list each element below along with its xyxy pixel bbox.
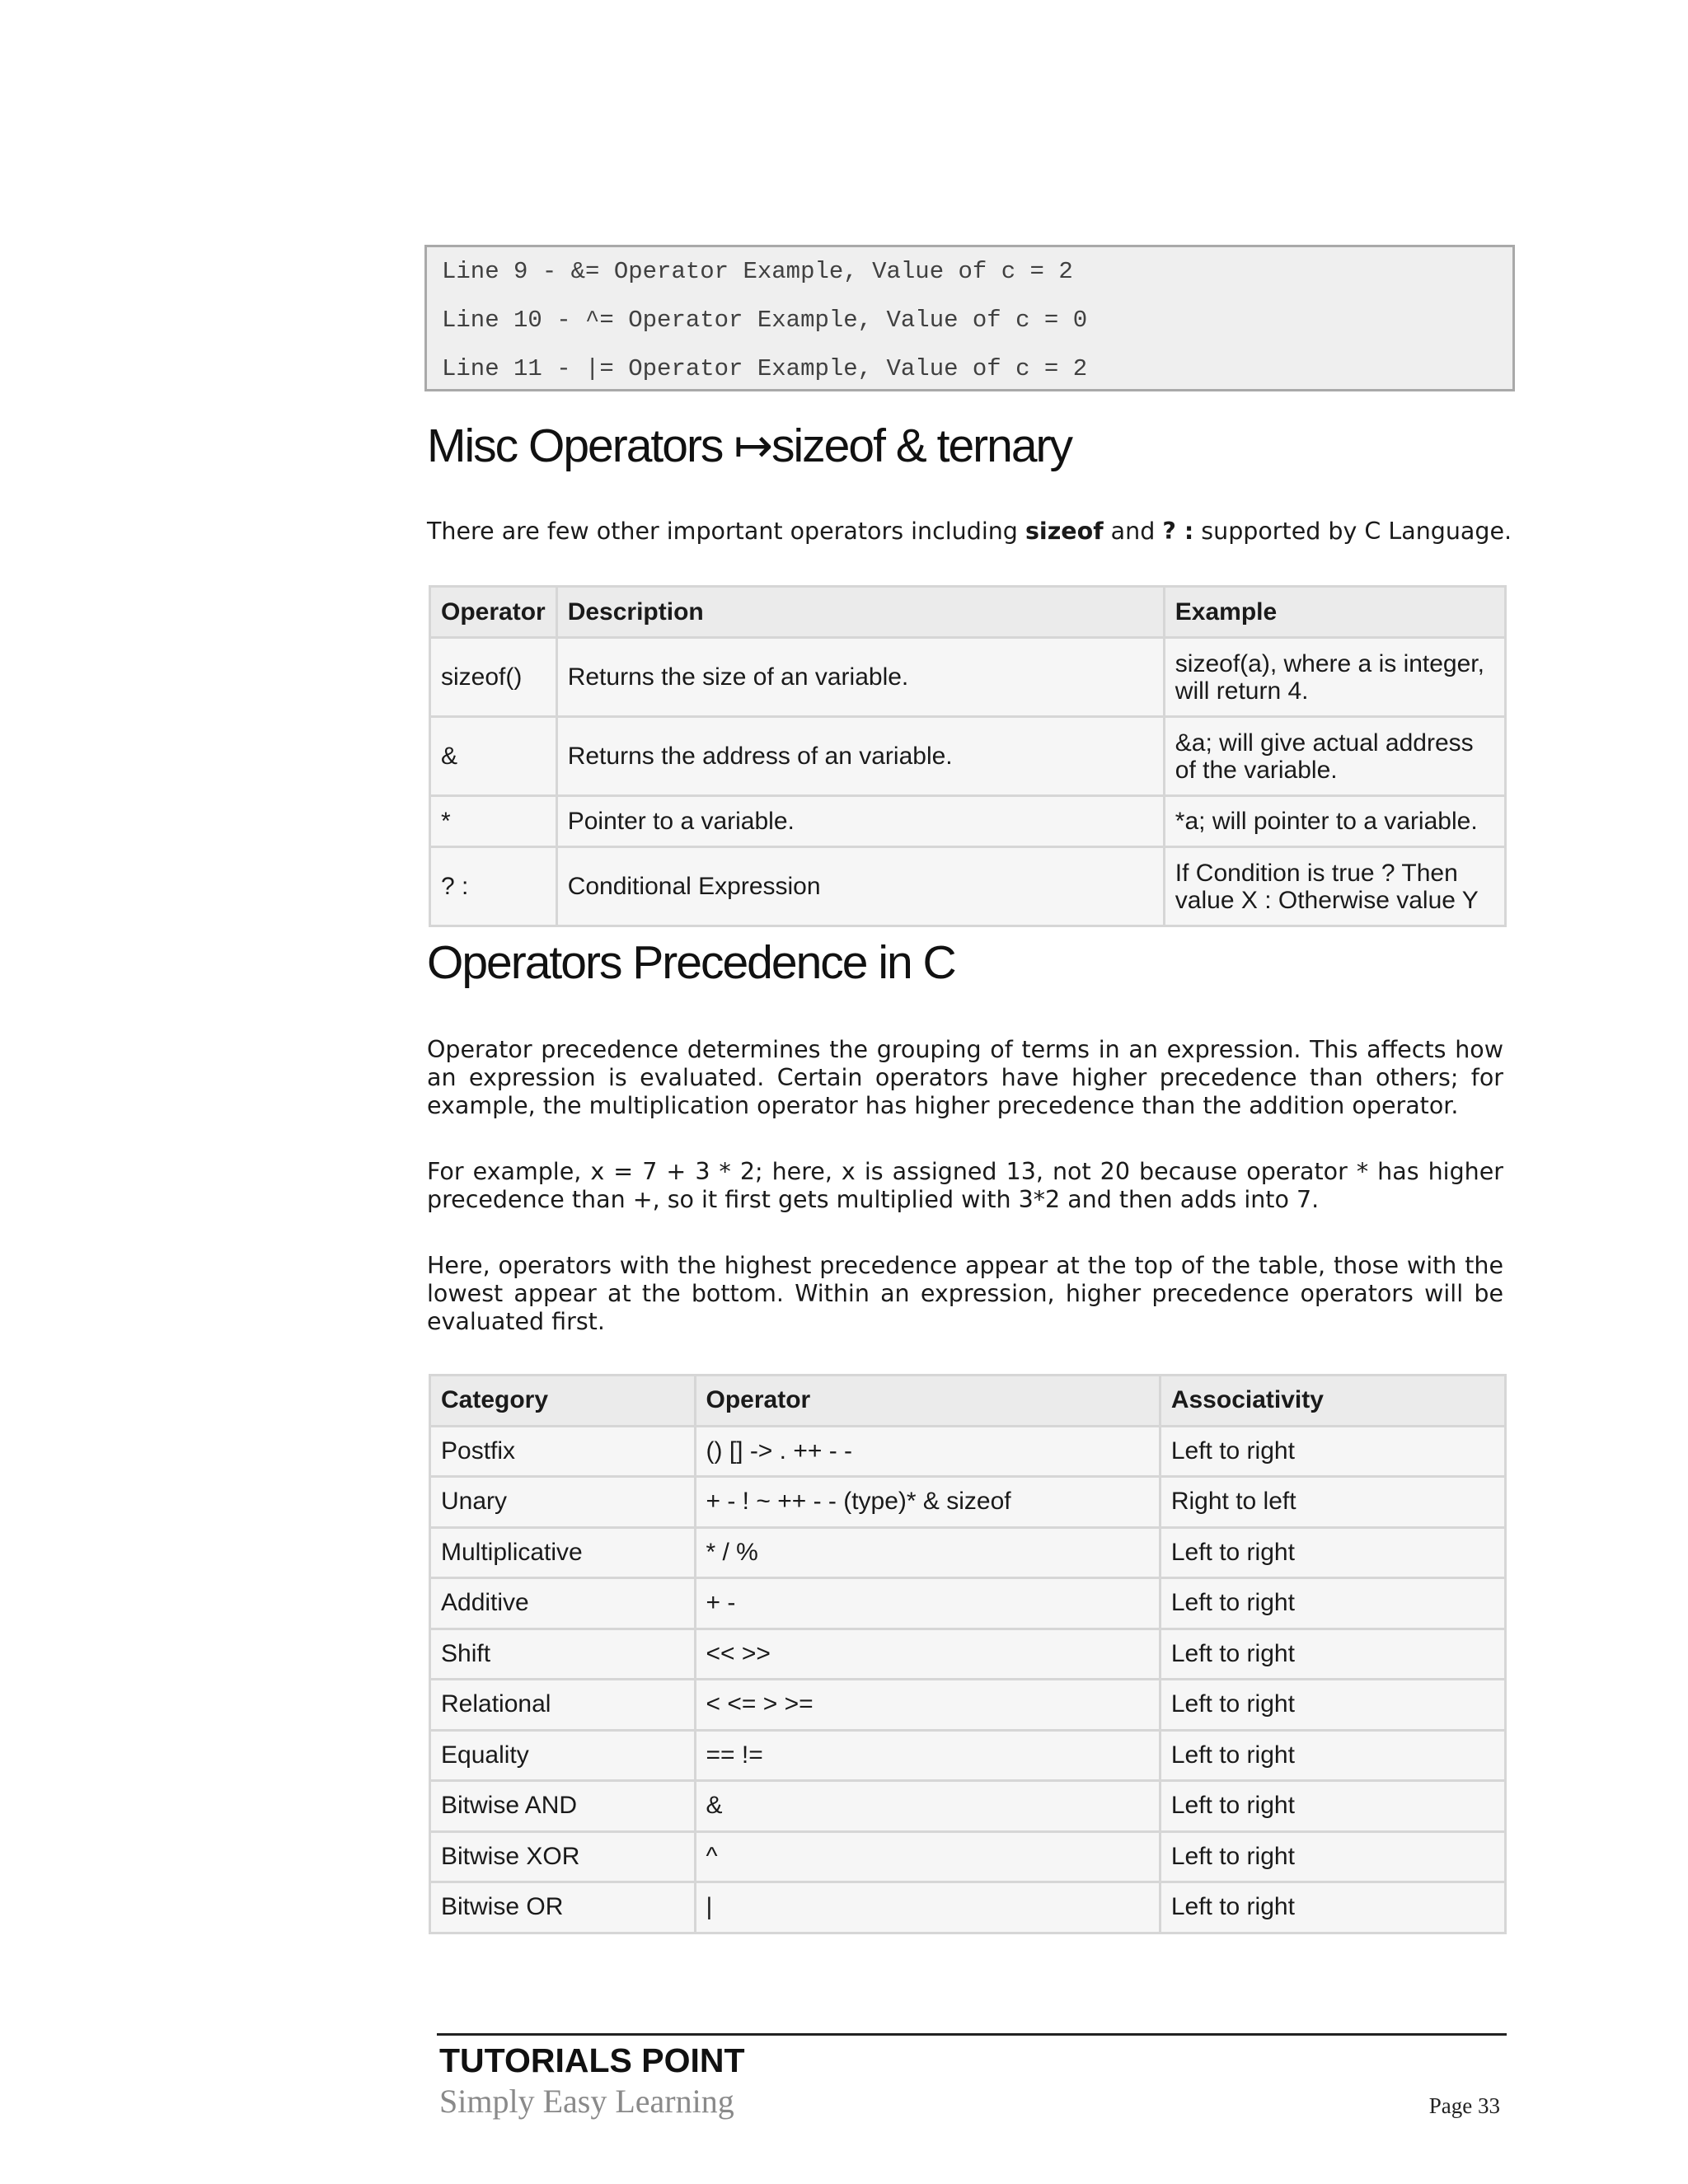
table-cell: & [695,1781,1160,1832]
column-header: Operator [695,1376,1160,1427]
intro-text: supported by C Language. [1193,518,1512,545]
table-cell: Multiplicative [430,1527,696,1578]
table-cell: Left to right [1160,1527,1505,1578]
table-row [430,796,1506,847]
table-row [430,1477,1506,1528]
table-cell: Pointer to a variable. [556,796,1164,847]
table-row [430,1730,1506,1781]
table-cell: + - [695,1578,1160,1629]
table-cell: Left to right [1160,1882,1505,1933]
table-row [430,847,1506,926]
table-cell: Right to left [1160,1477,1505,1528]
table-row [430,1882,1506,1933]
intro-bold-sizeof: sizeof [1025,518,1104,545]
table-cell: () [] -> . ++ - - [695,1426,1160,1477]
table-cell: Postfix [430,1426,696,1477]
table-cell: & [430,717,557,796]
intro-text: There are few other important operators including [427,518,1025,545]
code-line: Line 10 - ^= Operator Example, Value of c = 0 [442,307,1088,334]
table-row [430,1781,1506,1832]
table-row [430,717,1506,796]
precedence-paragraph: Operator precedence determines the grouping of terms in an expression. This affects how an expression is evaluated. Certain operators have higher precedence than others; for example, the multiplication operator has higher precedence than the addition operator. [427,1036,1503,1119]
table-cell: | [695,1882,1160,1933]
table-cell: << >> [695,1629,1160,1680]
table-row [430,638,1506,717]
table-row [430,1680,1506,1731]
table-cell: Bitwise XOR [430,1831,696,1882]
table-cell: Left to right [1160,1578,1505,1629]
table-cell: If Condition is true ? Then value X : Otherwise value Y [1164,847,1505,926]
table-cell: Left to right [1160,1781,1505,1832]
table-cell: < <= > >= [695,1680,1160,1731]
table-cell: Conditional Expression [556,847,1164,926]
table-cell: Left to right [1160,1680,1505,1731]
code-line: Line 9 - &= Operator Example, Value of c = 2 [442,258,1073,285]
table-row [430,1426,1506,1477]
table-cell: Additive [430,1578,696,1629]
footer-brand: TUTORIALS POINT [439,2041,745,2079]
footer-tagline: Simply Easy Learning [439,2083,734,2120]
table-cell: *a; will pointer to a variable. [1164,796,1505,847]
table-row [430,1527,1506,1578]
column-header: Example [1164,587,1505,638]
table-cell: Shift [430,1629,696,1680]
column-header: Associativity [1160,1376,1505,1427]
table-cell: ? : [430,847,557,926]
table-cell: * / % [695,1527,1160,1578]
table-cell: Bitwise OR [430,1882,696,1933]
misc-operators-table [429,585,1507,927]
intro-text: and [1103,518,1163,545]
table-header-row [430,1376,1506,1427]
footer-divider [437,2033,1507,2036]
page-number: Page 33 [1428,2093,1500,2118]
misc-intro-paragraph [427,518,1512,546]
precedence-table [429,1374,1507,1934]
table-row [430,1831,1506,1882]
intro-bold-ternary: ? : [1162,518,1194,545]
precedence-paragraph: For example, x = 7 + 3 * 2; here, x is assigned 13, not 20 because operator * has higher precedence than +, so it first gets multiplied with 3*2 and then adds into 7. [427,1158,1503,1213]
table-cell: + - ! ~ ++ - - (type)* & sizeof [695,1477,1160,1528]
table-cell: == != [695,1730,1160,1781]
table-cell: Bitwise AND [430,1781,696,1832]
precedence-heading: Operators Precedence in C [427,936,955,989]
column-header: Description [556,587,1164,638]
precedence-paragraph: Here, operators with the highest precedence appear at the top of the table, those with the lowest appear at the bottom. Within an expression, higher precedence operators will be evaluated first. [427,1252,1503,1335]
table-cell: Returns the address of an variable. [556,717,1164,796]
table-cell: ^ [695,1831,1160,1882]
table-cell: Left to right [1160,1426,1505,1477]
table-cell: Relational [430,1680,696,1731]
misc-operators-heading: Misc Operators ↦sizeof & ternary [427,419,1072,472]
table-cell: &a; will give actual address of the variable. [1164,717,1505,796]
table-row [430,1629,1506,1680]
table-cell: Unary [430,1477,696,1528]
code-output-box [424,245,1515,391]
code-line: Line 11 - |= Operator Example, Value of c = 2 [442,355,1088,382]
table-cell: Left to right [1160,1831,1505,1882]
column-header: Operator [430,587,557,638]
table-cell: Equality [430,1730,696,1781]
table-header-row [430,587,1506,638]
table-cell: sizeof(a), where a is integer, will return 4. [1164,638,1505,717]
column-header: Category [430,1376,696,1427]
table-cell: Returns the size of an variable. [556,638,1164,717]
table-row [430,1578,1506,1629]
table-cell: sizeof() [430,638,557,717]
table-cell: Left to right [1160,1730,1505,1781]
table-cell: * [430,796,557,847]
table-cell: Left to right [1160,1629,1505,1680]
